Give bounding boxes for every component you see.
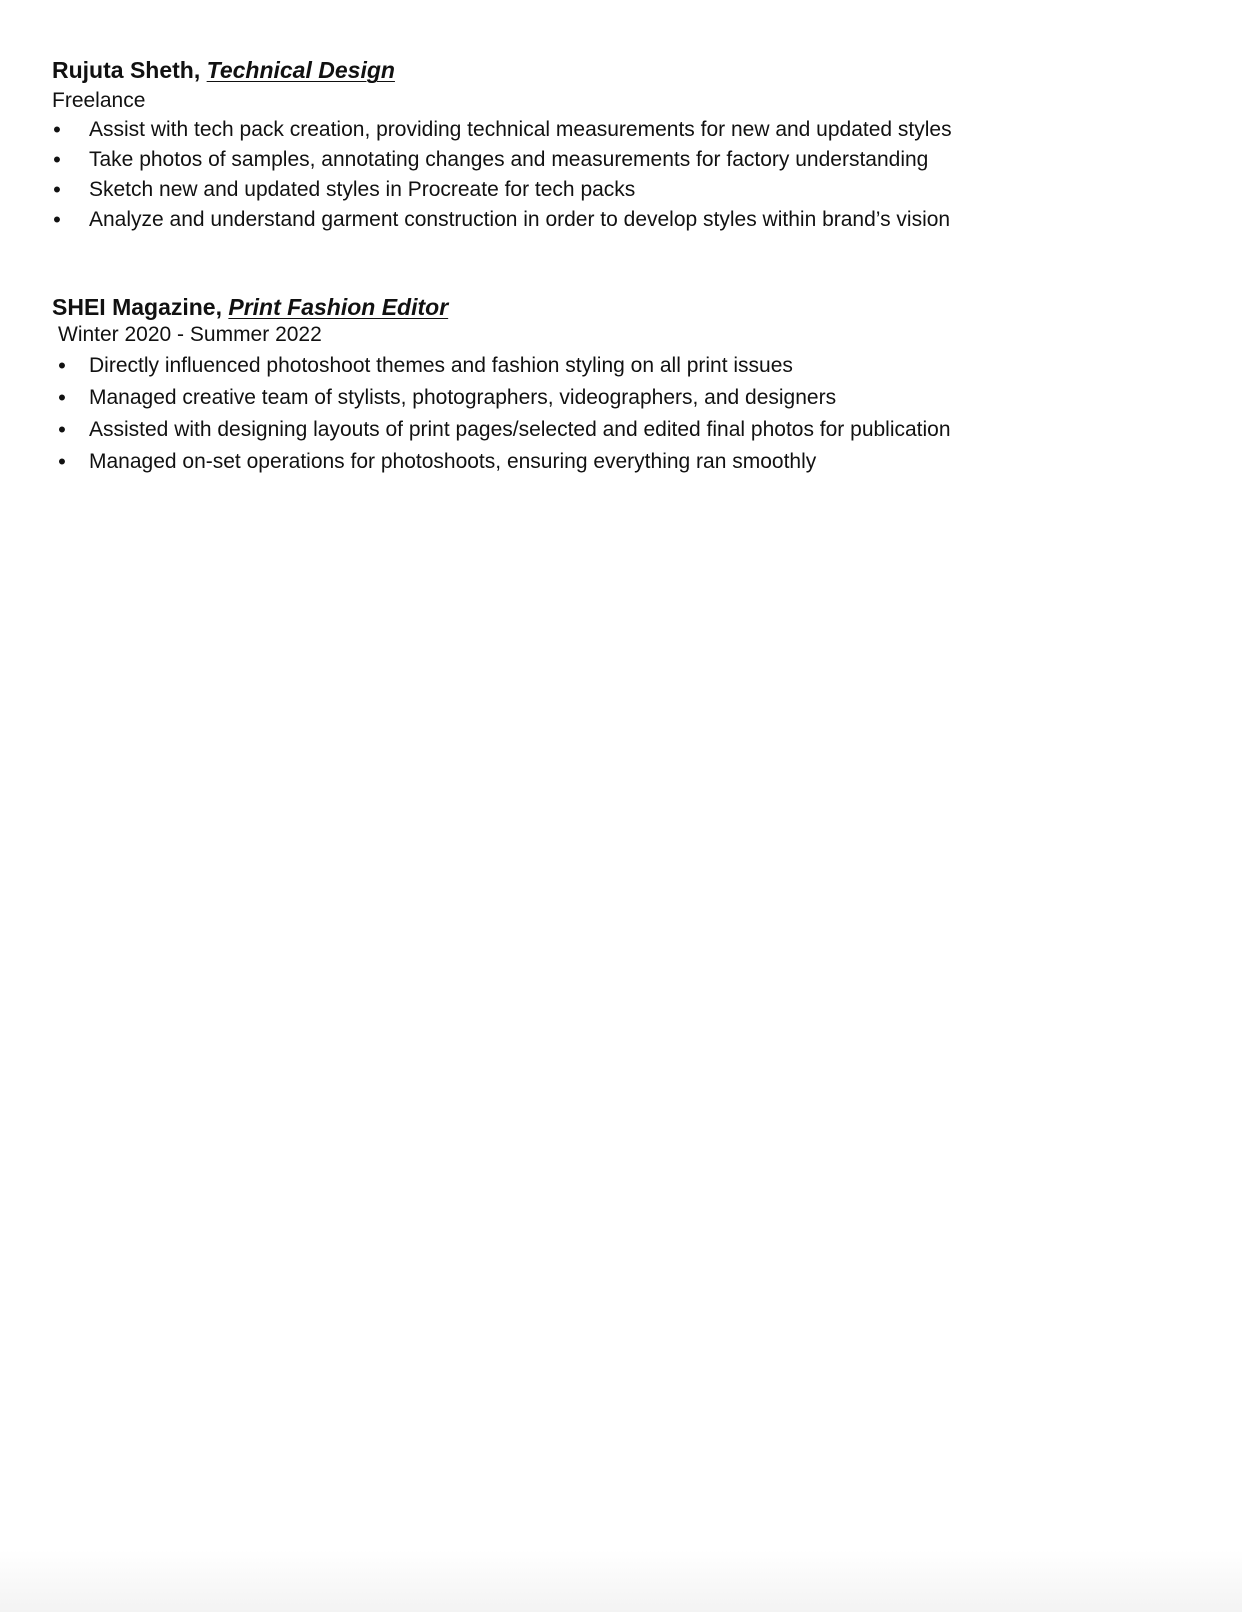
bullet-icon: • [58,353,66,378]
responsibility-item [52,145,1172,175]
bullet-icon: • [53,177,61,202]
responsibility-item [52,414,1172,446]
responsibility-text: Assisted with designing layouts of print pages/selected and edited final photos for publication [89,418,951,441]
organization-name: Rujuta Sheth, [52,57,201,83]
responsibility-item [52,446,1172,478]
responsibility-text: Sketch new and updated styles in Procreate for tech packs [89,178,636,201]
experience-entry-rujuta-sheth [52,54,1172,235]
responsibility-text: Analyze and understand garment construction in order to develop styles within brand’s vision [89,208,951,231]
employment-type: Freelance [52,89,146,112]
bullet-icon: • [58,385,66,410]
responsibility-text: Managed on-set operations for photoshoots, ensuring everything ran smoothly [89,450,817,473]
experience-entry-shei-magazine [52,291,1172,478]
responsibility-list [52,350,1172,478]
bullet-icon: • [53,117,61,142]
responsibility-text: Directly influenced photoshoot themes and fashion styling on all print issues [89,354,793,377]
responsibility-item [52,205,1172,235]
employment-dates: Winter 2020 - Summer 2022 [58,323,322,346]
responsibility-text: Take photos of samples, annotating changes and measurements for factory understanding [89,148,929,171]
organization-name: SHEI Magazine, [52,294,222,320]
bullet-icon: • [53,147,61,172]
bullet-icon: • [58,417,66,442]
responsibility-text: Managed creative team of stylists, photographers, videographers, and designers [89,386,837,409]
responsibility-text: Assist with tech pack creation, providing technical measurements for new and updated styles [89,118,952,141]
responsibility-item [52,175,1172,205]
responsibility-item [52,350,1172,382]
job-title: Technical Design [206,57,395,83]
bullet-icon: • [53,207,61,232]
bullet-icon: • [58,449,66,474]
responsibility-item [52,382,1172,414]
job-title: Print Fashion Editor [228,294,449,320]
page-bottom-shadow [0,1550,1242,1612]
responsibility-item [52,115,1172,145]
entry-heading [52,291,1172,323]
entry-heading [52,54,1172,86]
responsibility-list [52,115,1172,235]
